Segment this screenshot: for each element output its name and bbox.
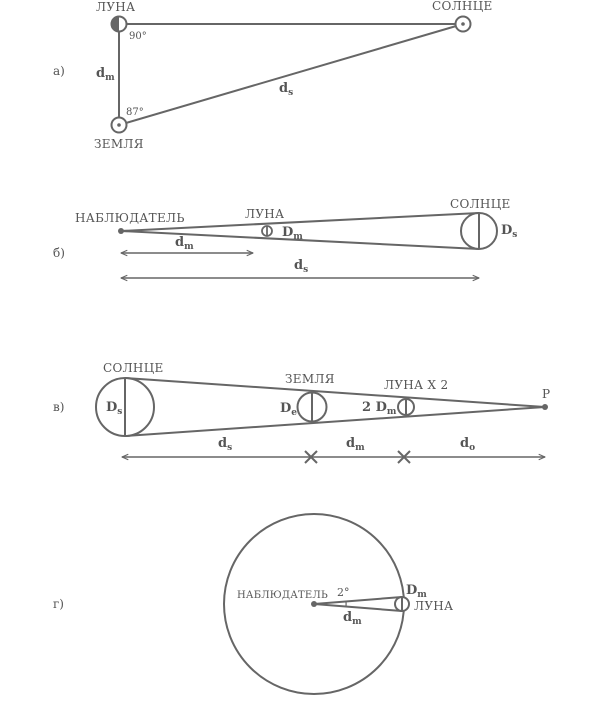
earth-angle-label: 87° bbox=[126, 107, 144, 118]
dm-label: $d_m$ bbox=[346, 436, 365, 453]
part-label-a: а) bbox=[53, 64, 65, 78]
earth-icon bbox=[112, 118, 127, 133]
ds-label: $d_s$ bbox=[218, 436, 233, 453]
Dm-label: $D_m$ bbox=[406, 583, 427, 600]
moon-angle-label: 90° bbox=[129, 31, 147, 42]
part-label-c: в) bbox=[53, 400, 65, 414]
dm-label: $d_m$ bbox=[96, 66, 115, 83]
earth-sun-line bbox=[119, 24, 463, 125]
observer-label: НАБЛЮДАТЕЛЬ bbox=[75, 211, 185, 225]
De-label: $D_e$ bbox=[280, 401, 298, 418]
do-label: $d_o$ bbox=[460, 436, 476, 453]
moon-circle bbox=[395, 597, 409, 611]
observer-label: НАБЛЮДАТЕЛЬ bbox=[237, 590, 328, 601]
angle-label: 2° bbox=[337, 586, 350, 599]
panel-b bbox=[53, 197, 517, 278]
Dm2-label: 2 $D_m$ bbox=[362, 400, 397, 417]
moon-circle bbox=[262, 226, 272, 236]
moon-label: ЛУНА X 2 bbox=[384, 378, 449, 392]
sight-line-bottom bbox=[314, 604, 402, 611]
cone-line-top bbox=[125, 378, 545, 407]
panel-c bbox=[53, 361, 550, 463]
sun-circle bbox=[96, 378, 154, 436]
Ds-label: $D_s$ bbox=[501, 223, 518, 240]
moon-label: ЛУНА bbox=[96, 0, 136, 14]
point-p-dot bbox=[542, 404, 548, 410]
ds-label: $d_s$ bbox=[279, 81, 294, 98]
moon-label: ЛУНА bbox=[245, 207, 285, 221]
moon-label: ЛУНА bbox=[414, 599, 454, 613]
panel-a bbox=[53, 0, 493, 151]
dm-label: $d_m$ bbox=[175, 235, 194, 252]
cone-line-bottom bbox=[125, 407, 545, 436]
sun-icon bbox=[456, 17, 471, 32]
part-label-d: г) bbox=[53, 597, 64, 611]
dm-label: $d_m$ bbox=[343, 610, 362, 627]
Dm-label: $D_m$ bbox=[282, 225, 303, 242]
sun-label: СОЛНЦЕ bbox=[432, 0, 493, 13]
sun-circle bbox=[461, 213, 497, 249]
sun-label: СОЛНЦЕ bbox=[103, 361, 164, 375]
Ds-label: $D_s$ bbox=[106, 400, 123, 417]
part-label-b: б) bbox=[53, 246, 65, 260]
earth-label: ЗЕМЛЯ bbox=[285, 372, 335, 386]
moon-circle bbox=[398, 399, 414, 415]
ds-label: $d_s$ bbox=[294, 258, 309, 275]
earth-circle bbox=[298, 393, 327, 422]
earth-label: ЗЕМЛЯ bbox=[94, 137, 144, 151]
moon-icon bbox=[112, 17, 127, 32]
point-label: P bbox=[542, 387, 551, 401]
panel-d bbox=[53, 514, 453, 694]
sun-label: СОЛНЦЕ bbox=[450, 197, 511, 211]
